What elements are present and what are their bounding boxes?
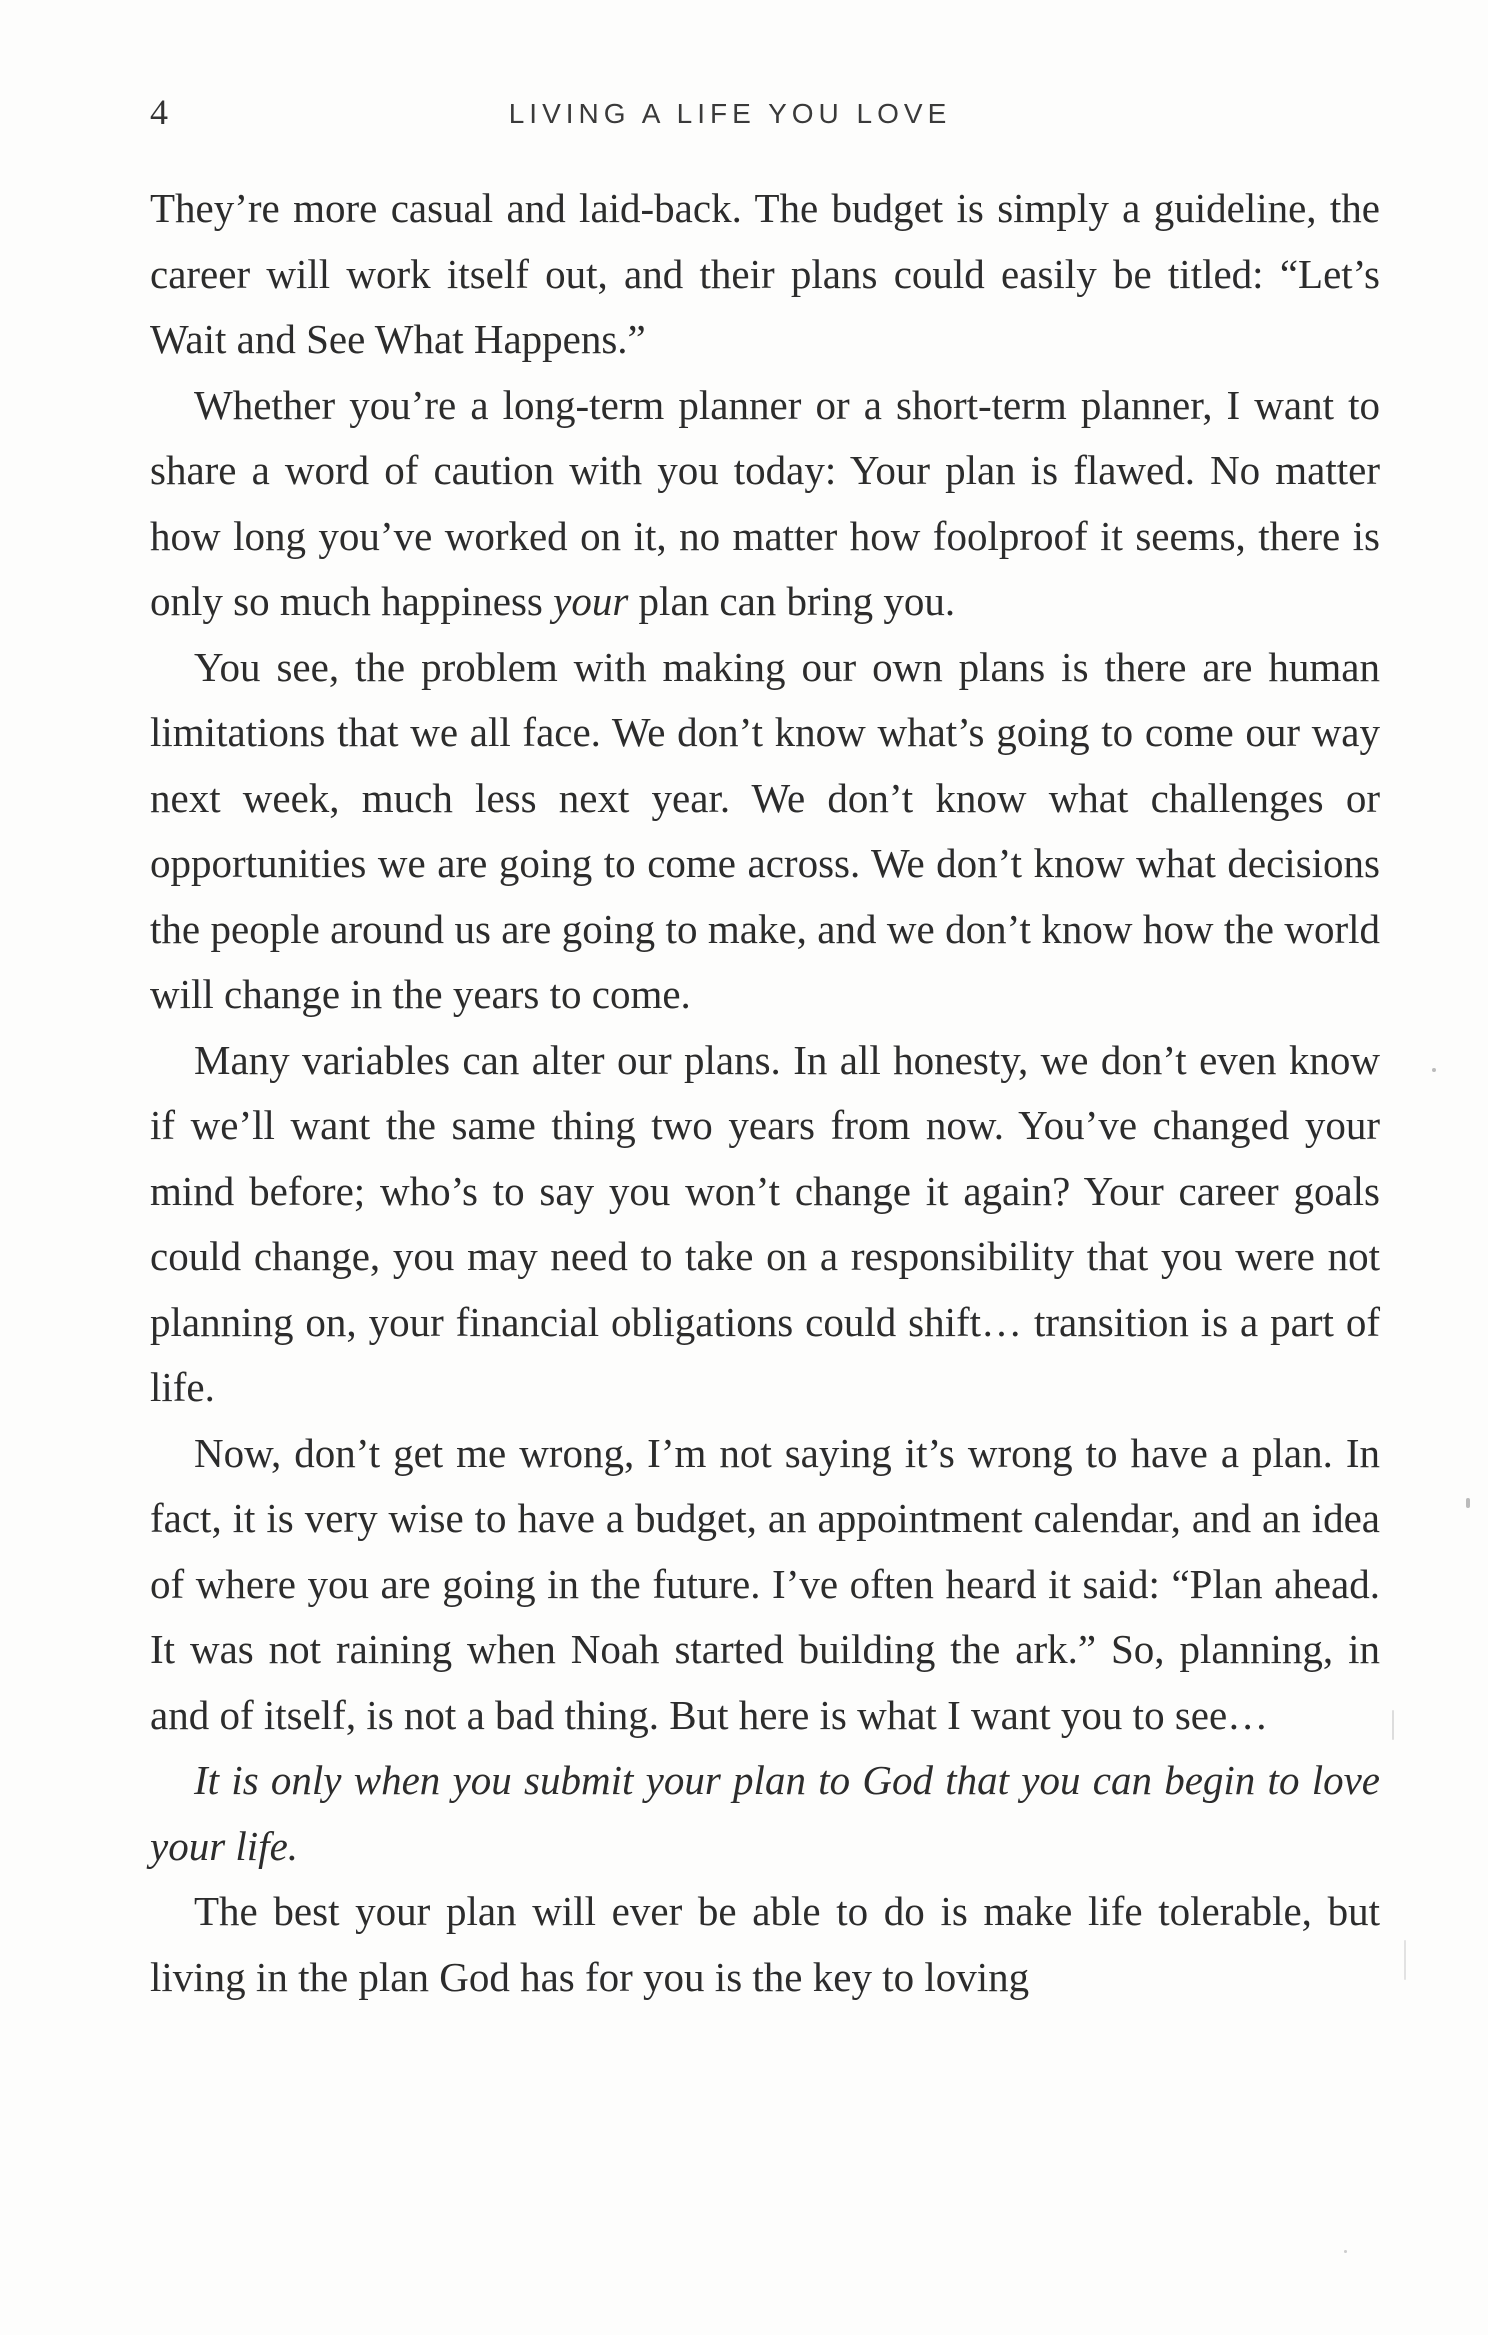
- scan-speck: [1344, 2250, 1347, 2253]
- paragraph-1: They’re more casual and laid-back. The budget is simply a guideline, the career will work itself out, and their plans could easily be titled: “Let’s Wait and See What Happens.”: [150, 185, 1380, 362]
- paragraph-6-italic: It is only when you submit your plan to God that you can begin to love your life.: [150, 1757, 1380, 1869]
- paragraph-2: [150, 373, 1380, 635]
- scan-speck: [1392, 1710, 1394, 1740]
- paragraph-5: Now, don’t get me wrong, I’m not saying it’s wrong to have a plan. In fact, it is very wise to have a budget, an appointment calendar, and an idea of where you are going in the future. I’ve often heard it said: “Plan ahead. It was not raining when Noah started building the ark.” So, planning, in and of itself, is not a bad thing. But here is what I want you to see…: [150, 1429, 1380, 1738]
- running-head-title: LIVING A LIFE YOU LOVE: [508, 98, 952, 129]
- scan-speck: [1432, 1068, 1436, 1072]
- paragraph-2-text-before: Whether you’re a long-term planner or a short-term planner, I want to share a word of caution with you today: Your plan is flawed. No matter how long you’ve worked on it, no matter how foolproof it seems, there is only so much happiness: [150, 381, 1380, 624]
- body-text: [150, 176, 1380, 2010]
- paragraph-3: You see, the problem with making our own plans is there are human limitations that we all face. We don’t know what’s going to come our way next week, much less next year. We don’t know what challenges or opportunities we are going to come across. We don’t know what decisions the people around us are going to make, and we don’t know how the world will change in the years to come.: [150, 643, 1380, 1017]
- scan-speck: [1404, 1940, 1406, 1980]
- page-header: [150, 92, 1380, 132]
- paragraph-2-emphasis: your: [553, 578, 629, 624]
- paragraph-7: The best your plan will ever be able to do is make life tolerable, but living in the plan God has for you is the key to loving: [150, 1888, 1380, 2000]
- scan-speck: [1466, 1498, 1470, 1508]
- page-number: 4: [150, 92, 168, 132]
- paragraph-4: Many variables can alter our plans. In all honesty, we don’t even know if we’ll want the same thing two years from now. You’ve changed your mind before; who’s to say you won’t change it again? Your career goals could change, you may need to take on a responsibility that you were not planning on, your financial obligations could shift… transition is a part of life.: [150, 1036, 1380, 1410]
- paragraph-2-text-after: plan can bring you.: [628, 578, 956, 624]
